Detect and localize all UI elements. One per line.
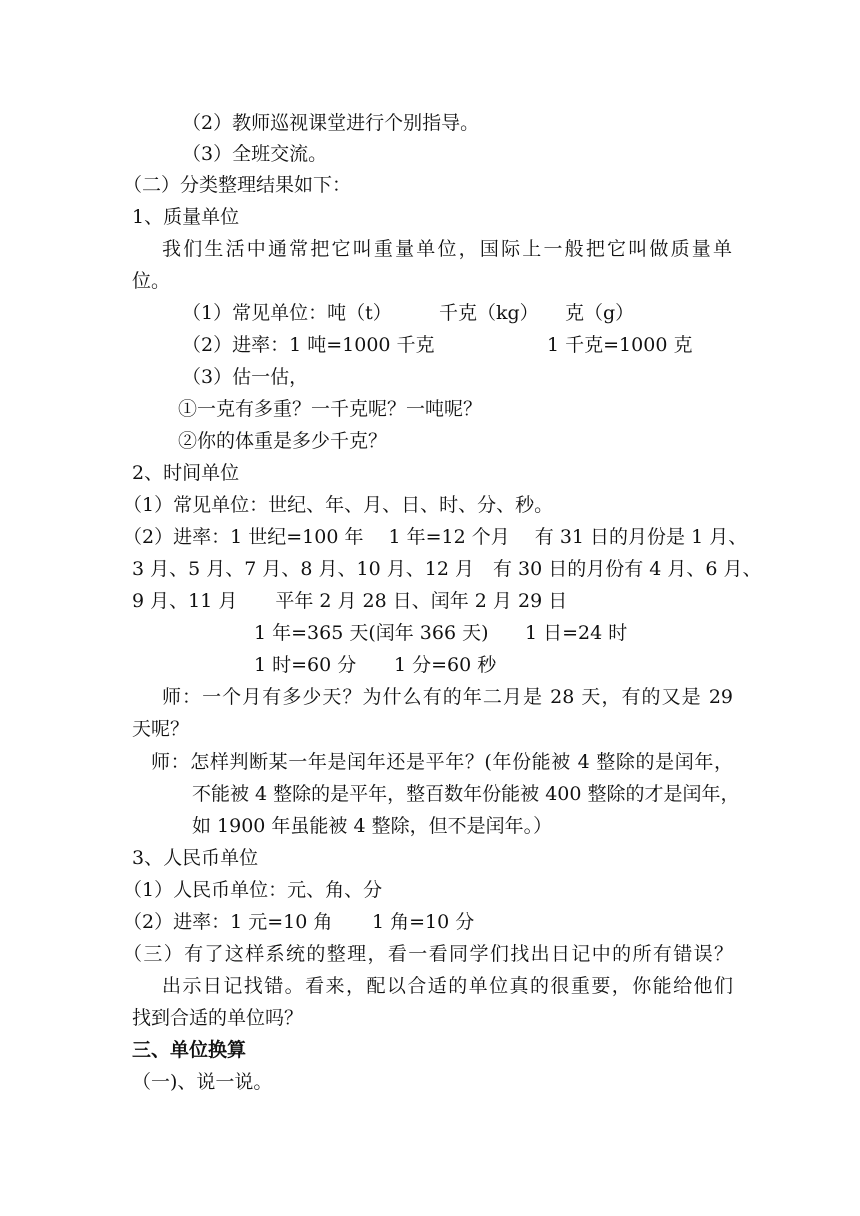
text-line: 找到合适的单位吗？ [132,1007,304,1029]
text-line: （3）估一估， [182,366,309,388]
text-line: （1）常见单位：吨（t） [182,302,392,324]
text-line: 3 月、5 月、7 月、8 月、10 月、12 月 有 30 日的月份有 4 月、6 月、 [132,558,762,580]
text-line: 1 分=60 秒 [394,654,497,676]
text-line: 天呢？ [132,718,190,740]
section-heading: 2、时间单位 [132,462,240,484]
text-line: 位。 [132,270,171,292]
text-line: 如 1900 年虽能被 4 整除，但不是闰年。） [192,815,553,837]
text-line: （1）人民币单位：元、角、分 [123,879,383,901]
text-line: 1 年=365 天(闰年 366 天) [254,622,489,644]
text-line: 1 千克=1000 克 [547,334,693,356]
text-line: （一)、说一说。 [132,1071,273,1093]
text-line: （2）进率：1 吨=1000 千克 [182,334,435,356]
text-line: 1 时=60 分 [254,654,357,676]
text-line: （2）进率：1 世纪=100 年 1 年=12 个月 有 31 日的月份是 1 月、 [123,526,748,548]
section-heading: 3、人民币单位 [132,847,259,869]
text-line: 千克（kg） [439,302,539,324]
text-line: 我们生活中通常把它叫重量单位，国际上一般把它叫做质量单 [162,238,732,260]
text-line: 师：怎样判断某一年是闰年还是平年？(年份能被 4 整除的是闰年， [151,751,733,773]
text-line: ②你的体重是多少千克？ [178,430,388,452]
text-line: 1 日=24 时 [525,622,628,644]
text-line: （2）教师巡视课堂进行个别指导。 [182,112,480,134]
text-line: （三）有了这样系统的整理，看一看同学们找出日记中的所有错误？ [123,943,733,965]
text-line: （二）分类整理结果如下： [123,174,352,196]
text-line: 9 月、11 月 平年 2 月 28 日、闰年 2 月 29 日 [132,590,568,612]
text-line: 师：一个月有多少天？为什么有的年二月是 28 天，有的又是 29 [162,686,733,708]
text-line: （2）进率：1 元=10 角 [123,911,333,933]
section-heading: 1、质量单位 [132,206,240,228]
text-line: 克（g） [565,302,635,324]
text-line: （3）全班交流。 [182,143,328,165]
chapter-heading: 三、单位换算 [132,1039,247,1061]
text-line: 不能被 4 整除的是平年，整百数年份能被 400 整除的才是闰年， [192,783,740,805]
text-line: ①一克有多重？一千克呢？一吨呢？ [178,398,483,420]
text-line: （1）常见单位：世纪、年、月、日、时、分、秒。 [123,494,554,516]
text-line: 1 角=10 分 [372,911,475,933]
text-line: 出示日记找错。看来，配以合适的单位真的很重要，你能给他们 [162,975,733,997]
